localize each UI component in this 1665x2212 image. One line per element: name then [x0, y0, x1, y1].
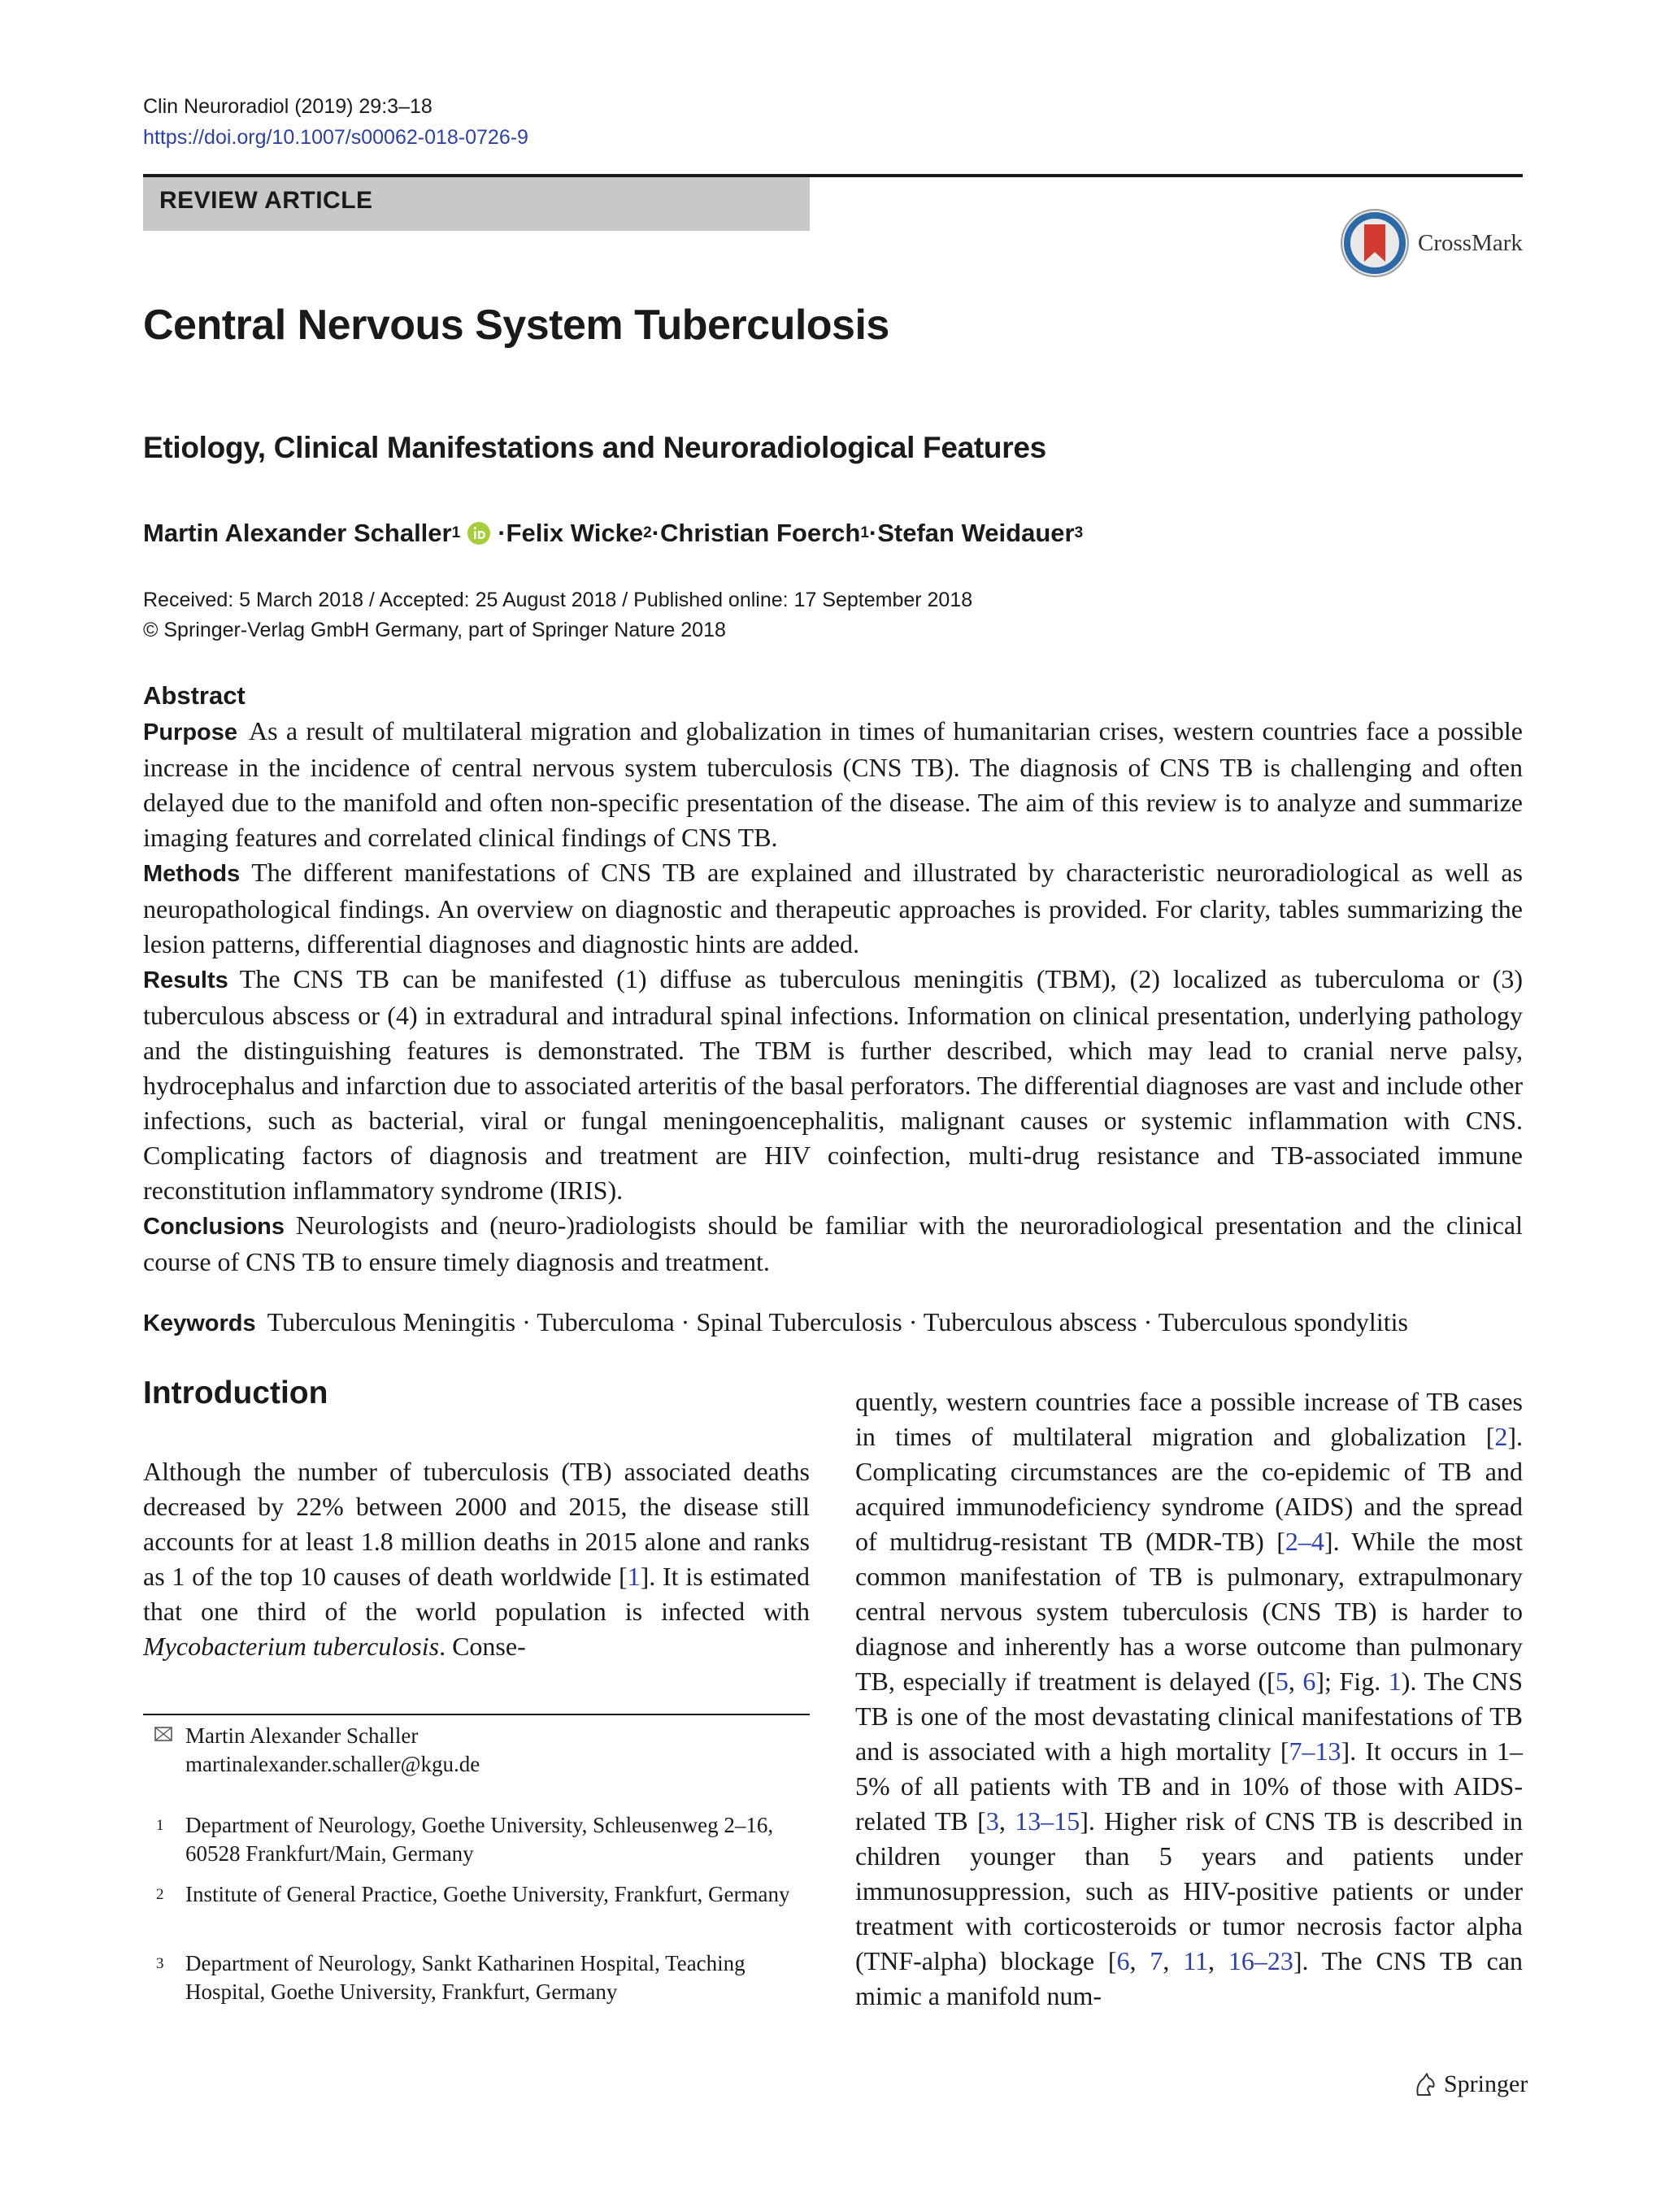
abstract-conclusions [143, 1208, 1523, 1280]
abstract-section-text: Neurologists and (neuro-)radiologists should be familiar with the neuroradiological presentation and the clinical course of CNS TB to ensure timely diagnosis and treatment. [143, 1210, 1523, 1276]
envelope-icon [154, 1727, 172, 1741]
orcid-icon[interactable] [467, 521, 491, 545]
body-column-right: quently, western countries face a possible increase of TB cases in times of multilateral migration and globalization [2]. Complicating circumstances are the co-epidemic of TB and acquired immunodeficiency syndrome (AIDS) and the spread of multidrug-resistant TB (MDR-TB) [2–4]. While the most common manifestation of TB is pulmonary, extrapulmonary central nervous system tuberculosis (CNS TB) is harder to diagnose and inherently has a worse outcome than pulmonary TB, especially if treatment is delayed ([5, 6]; Fig. 1). The CNS TB is one of the most devastating clinical manifestations of TB and is associated with a high mortality [7–13]. It occurs in 1–5% of all patients with TB and in 10% of those with AIDS-related TB [3, 13–15]. Higher risk of CNS TB is described in children younger than 5 years and patients under immunosuppression, such as HIV-positive patients or under treatment with corticosteroids or tumor necrosis factor alpha (TNF-alpha) blockage [6, 7, 11, 16–23]. The CNS TB can mimic a manifold num- [855, 1387, 1524, 2010]
abstract-section-label: Conclusions [143, 1214, 285, 1240]
affiliation-number: 3 [156, 1955, 164, 1972]
publisher-logo [1411, 2071, 1528, 2098]
journal-line: Clin Neuroradiol (2019) 29:3–18 [143, 95, 433, 118]
author-list [143, 519, 1083, 548]
affiliation-number: 2 [156, 1886, 164, 1903]
author-separator: · [651, 519, 660, 547]
abstract-heading: Abstract [143, 681, 246, 710]
affiliation-2 [143, 1880, 810, 1909]
corresponding-author-name: Martin Alexander Schaller [185, 1723, 419, 1748]
affiliation-text: Department of Neurology, Goethe University, Schleusenweg 2–16, 60528 Frankfurt/Main, Germany [185, 1813, 774, 1866]
abstract-results [143, 962, 1523, 1208]
citation-link[interactable]: 5 [1275, 1667, 1289, 1696]
citation-link[interactable]: 7 [1150, 1946, 1163, 1975]
body-column-left: Although the number of tuberculosis (TB) associated deaths decreased by 22% between 2000 and 2015, the disease still accounts for at least 1.8 million deaths in 2015 alone and ranks as 1 of the top 10 causes of death worldwide [1]. It is estimated that one third of the world population is infected with Mycobacterium tuberculosis. Conse- [143, 1457, 810, 1661]
figure-link[interactable]: 1 [1388, 1667, 1402, 1696]
citation-link[interactable]: 2 [1494, 1422, 1508, 1451]
footnote-rule [143, 1714, 810, 1715]
affiliation-3 [143, 1949, 810, 2006]
abstract-section-label: Purpose [143, 719, 238, 745]
keywords-text: Tuberculous Meningitis · Tuberculoma · Spinal Tuberculosis · Tuberculous abscess · Tuberculous spondylitis [267, 1307, 1408, 1336]
affiliation-text: Department of Neurology, Sankt Katharinen Hospital, Teaching Hospital, Goethe University, Frankfurt, Germany [185, 1951, 746, 2004]
abstract-section-label: Methods [143, 861, 241, 887]
citation-link[interactable]: 2–4 [1285, 1527, 1324, 1556]
abstract-section-label: Results [143, 967, 228, 993]
author-name: Martin Alexander Schaller [143, 519, 452, 547]
abstract-section-text: The different manifestations of CNS TB are explained and illustrated by characteristic neuroradiological as well as neuropathological findings. An overview on diagnostic and therapeutic approaches is provided. For clarity, tables summarizing the lesion patterns, differential diagnoses and diagnostic hints are added. [143, 858, 1523, 958]
article-type-label: REVIEW ARTICLE [159, 187, 373, 214]
abstract-methods [143, 855, 1523, 962]
keywords-label: Keywords [143, 1310, 256, 1336]
citation-link[interactable]: 1 [627, 1562, 641, 1591]
citation-link[interactable]: 3 [985, 1806, 999, 1836]
author-affiliation-mark: 2 [643, 524, 652, 541]
springer-horse-icon [1411, 2071, 1439, 2098]
citation-link[interactable]: 6 [1302, 1667, 1316, 1696]
affiliation-1 [143, 1811, 810, 1868]
section-heading-introduction: Introduction [143, 1375, 328, 1410]
author-affiliation-mark: 1 [860, 524, 869, 541]
affiliation-number: 1 [156, 1817, 164, 1834]
author-affiliation-mark: 3 [1074, 524, 1084, 541]
corresponding-author-email[interactable]: martinalexander.schaller@kgu.de [185, 1752, 480, 1776]
author-name: Felix Wicke [506, 519, 644, 547]
author-name: Christian Foerch [660, 519, 861, 547]
abstract-purpose [143, 714, 1523, 855]
journal-citation [143, 91, 528, 153]
doi-link[interactable]: https://doi.org/10.1007/s00062-018-0726-9 [143, 126, 528, 149]
corresponding-author [143, 1722, 810, 1779]
history-dates: Received: 5 March 2018 / Accepted: 25 August 2018 / Published online: 17 September 2018 [143, 589, 973, 611]
abstract-section-text: The CNS TB can be manifested (1) diffuse as tuberculous meningitis (TBM), (2) localized as tuberculoma or (3) tuberculous abscess or (4) in extradural and intradural spinal infections. Information on clinical presentation, underlying pathology and the distinguishing features is demonstrated. The TBM is further described, which may lead to cranial nerve palsy, hydrocephalus and infarction due to associated arteritis of the basal perforators. The differential diagnoses are vast and include other infections, such as bacterial, viral or fungal meningoencephalitis, malignant causes or systemic inflammation with CNS. Complicating factors of diagnosis and treatment are HIV coinfection, multi-drug resistance and TB-associated immune reconstitution inflammatory syndrome (IRIS). [143, 964, 1523, 1205]
citation-link[interactable]: 16–23 [1228, 1946, 1293, 1975]
author-name: Stefan Weidauer [877, 519, 1075, 547]
author-affiliation-mark: 1 [451, 524, 461, 541]
affiliation-text: Institute of General Practice, Goethe University, Frankfurt, Germany [185, 1882, 790, 1906]
author-separator: · [868, 519, 878, 547]
citation-link[interactable]: 11 [1183, 1946, 1209, 1975]
citation-link[interactable]: 13–15 [1015, 1806, 1080, 1836]
organism-name: Mycobacterium tuberculosis [143, 1632, 440, 1661]
crossmark-label: CrossMark [1418, 229, 1523, 256]
citation-link[interactable]: 6 [1116, 1946, 1130, 1975]
publisher-name: Springer [1444, 2071, 1528, 2097]
crossmark-badge[interactable] [1340, 208, 1523, 278]
copyright-line: © Springer-Verlag GmbH Germany, part of Springer Nature 2018 [143, 619, 726, 641]
keywords [143, 1304, 1523, 1341]
publication-dates [143, 585, 972, 645]
author-separator: · [498, 519, 506, 547]
crossmark-icon [1340, 208, 1410, 278]
article-subtitle: Etiology, Clinical Manifestations and Neuroradiological Features [143, 431, 1046, 464]
citation-link[interactable]: 7–13 [1289, 1736, 1341, 1766]
abstract [143, 678, 1523, 1280]
abstract-section-text: As a result of multilateral migration and globalization in times of humanitarian crises, western countries face a possible increase in the incidence of central nervous system tuberculosis (CNS TB). The diagnosis of CNS TB is challenging and often delayed due to the manifold and often non-specific presentation of the disease. The aim of this review is to analyze and summarize imaging features and correlated clinical findings of CNS TB. [143, 716, 1523, 852]
article-title: Central Nervous System Tuberculosis [143, 302, 889, 349]
